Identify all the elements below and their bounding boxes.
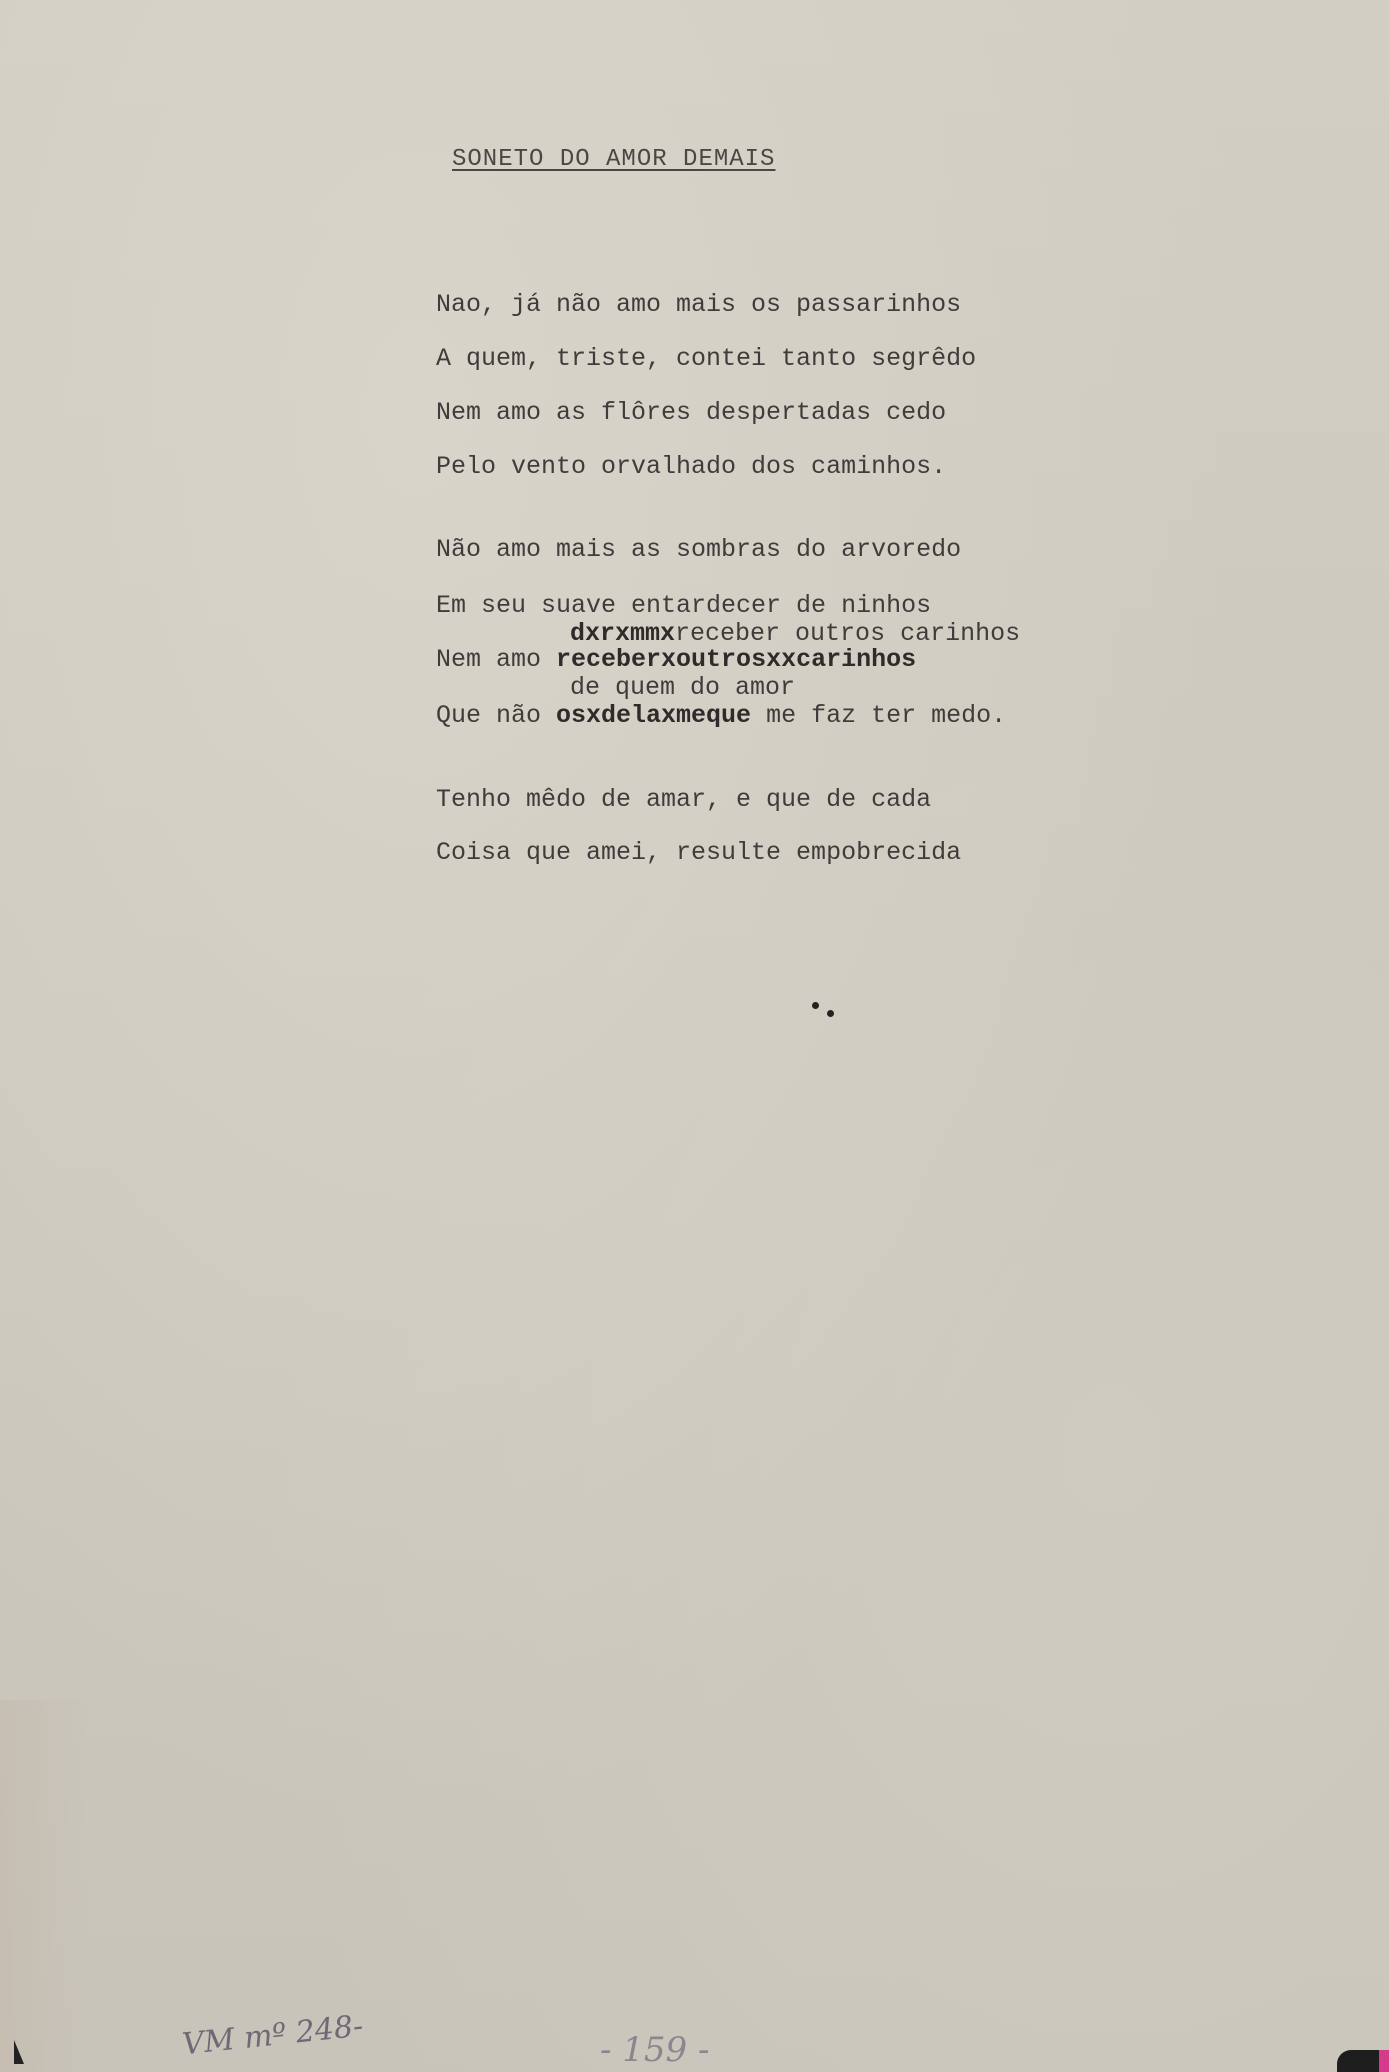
stanza1-line3: Nem amo as flôres despertadas cedo: [436, 398, 947, 427]
stanza1-line1: Nao, já não amo mais os passarinhos: [436, 290, 962, 319]
stanza3-line1: Tenho mêdo de amar, e que de cada: [436, 785, 932, 814]
handwritten-reference: VM mº 248-: [180, 2008, 365, 2063]
poem-title: SONETO DO AMOR DEMAIS: [452, 146, 776, 173]
ink-dots: [812, 1000, 842, 1020]
struck-text: receberxoutrosxxcarinhos: [556, 645, 917, 674]
paper-stain: [0, 1700, 90, 2072]
stanza2-line3-insertion: [570, 619, 1020, 648]
line-prefix: Nem amo: [436, 645, 557, 674]
line-suffix: me faz ter medo.: [751, 701, 1007, 730]
stanza1-line4: Pelo vento orvalhado dos caminhos.: [436, 452, 947, 481]
corner-mark: [14, 2040, 24, 2064]
corner-color-tab: [1379, 2050, 1389, 2072]
stanza2-line4-insertion: de quem do amor: [570, 673, 796, 702]
stanza3-line2: Coisa que amei, resulte empobrecida: [436, 838, 962, 867]
stanza2-line2: Em seu suave entardecer de ninhos: [436, 591, 932, 620]
insertion-text: receber outros carinhos: [675, 619, 1021, 648]
stanza2-line3: [436, 645, 916, 674]
line-prefix: Que não: [436, 701, 557, 730]
struck-text: dxrxmmx: [570, 619, 676, 648]
stanza2-line4: [436, 701, 1006, 730]
stanza1-line2: A quem, triste, contei tanto segrêdo: [436, 344, 977, 373]
stanza2-line1: Não amo mais as sombras do arvoredo: [436, 535, 962, 564]
struck-text: osxdelaxmeque: [556, 701, 752, 730]
handwritten-page-number: - 159 -: [600, 2030, 710, 2070]
